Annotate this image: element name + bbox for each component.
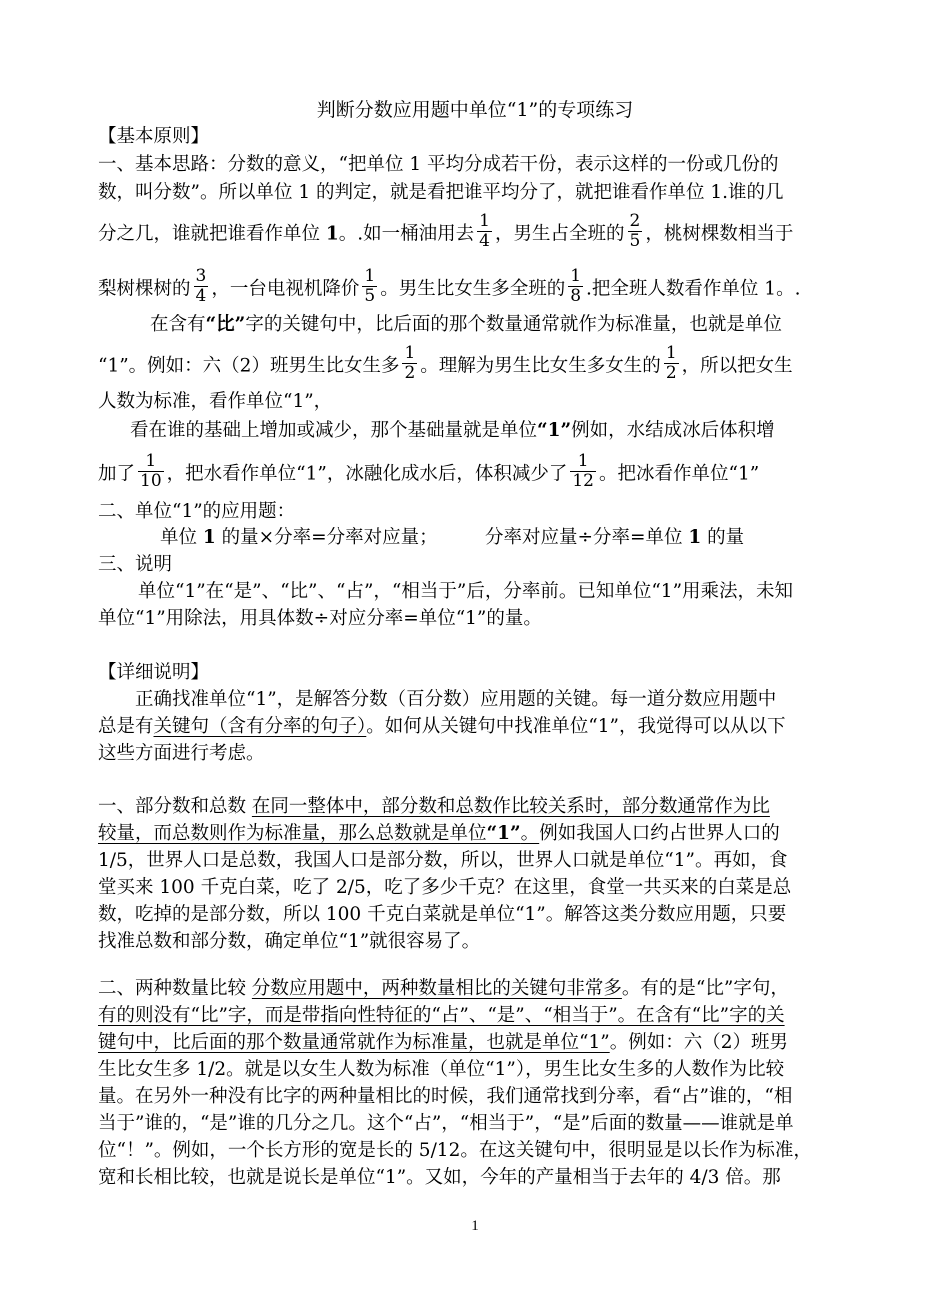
fraction-denominator: 5 <box>629 231 641 251</box>
para1-line1: 一、基本思路：分数的意义，“把单位 1 平均分成若干份，表示这样的一份或几份的 <box>98 154 779 175</box>
text-run: 单位 <box>160 527 203 548</box>
text-run: ，桃树棵数相当于 <box>645 223 794 245</box>
fraction-numerator: 1 <box>570 452 596 472</box>
para1-line2: 数，叫分数”。所以单位 1 的判定，就是看把谁平均分了，就把谁看作单位 1.谁的几 <box>98 182 784 203</box>
text-run: 一、部分数和总数 <box>98 796 252 817</box>
fraction-numerator: 1 <box>479 211 490 231</box>
text-run: 。例如：六（2）班男 <box>609 1032 788 1053</box>
section-heading-detailed: 【详细说明】 <box>98 662 210 683</box>
fraction-denominator: 12 <box>572 471 594 491</box>
text-run-bold: 1 <box>688 527 702 548</box>
formula-1 <box>160 525 438 551</box>
part2-line2: 有的则没有“比”字，而是带指向性特征的“占”、“是”、“相当于”。在含有“比”字的关 <box>98 1005 785 1026</box>
text-run: ，男生占全班的 <box>494 223 625 245</box>
fraction-denominator: 10 <box>140 471 162 491</box>
para2-line2 <box>98 343 793 386</box>
fraction-denominator: 2 <box>665 363 677 383</box>
page-number: 1 <box>471 1218 479 1234</box>
text-run: 。把冰看作单位“1” <box>599 463 760 485</box>
fraction-denominator: 2 <box>404 363 416 383</box>
para2-line3: 人数为标准，看作单位“1”， <box>98 391 333 412</box>
fraction-denominator: 5 <box>364 286 376 306</box>
text-run: ，把水看作单位“1”，冰融化成水后，体积减少了 <box>166 463 568 485</box>
fraction-numerator: 1 <box>665 343 677 363</box>
text-run: 在含有 <box>150 314 206 335</box>
part2-line8: 宽和长相比较，也就是说长是单位“1”。又如，今年的产量相当于去年的 4/3 倍。那 <box>98 1167 781 1188</box>
part2-line5: 量。在另外一种没有比字的两种量相比的时候，我们通常找到分率，看“占”谁的，“相 <box>98 1086 793 1107</box>
text-run: .把全班人数看作单位 1。. <box>586 278 801 300</box>
explain-line1: 单位“1”在“是”、“比”、“占”，“相当于”后，分率前。已知单位“1”用乘法，未知 <box>138 581 794 602</box>
part1-line4: 堂买来 100 千克白菜，吃了 2/5，吃了多少千克？在这里，食堂一共买来的白菜是总 <box>98 877 792 898</box>
fraction <box>362 267 377 306</box>
fraction <box>570 452 596 491</box>
fraction <box>138 452 164 491</box>
fraction <box>664 344 679 383</box>
part2-line3 <box>98 1030 788 1056</box>
text-run: “1”。例如：六（2）班男生比女生多 <box>98 355 400 377</box>
text-run-underlined: 键句中，比后面的那个数量通常就作为标准量，也就是单位“1” <box>98 1032 610 1053</box>
text-run-underlined: 分数应用题中，两种数量相比的关键句非常多 <box>251 978 622 999</box>
fraction-denominator: 8 <box>570 286 582 306</box>
text-run-underlined: 较量，而总数则作为标准量，那么总数就是单位 <box>98 823 487 844</box>
fraction <box>568 267 583 306</box>
part2-line4: 生比女生多 1/2。就是以女生人数为标准（单位“1”），男生比女生多的人数作为比较 <box>98 1059 785 1080</box>
text-run: 。有的是“比”字句， <box>621 978 789 999</box>
text-run: 分之几，谁就把谁看作单位 <box>98 223 326 245</box>
text-run-bold: “1” <box>486 823 521 844</box>
text-run: 。如何从关键句中找准单位“1”，我觉得可以从以下 <box>366 716 786 737</box>
text-run: 的量 <box>701 527 745 548</box>
text-run-bold: “比” <box>205 314 246 335</box>
text-run: 加了 <box>98 463 136 485</box>
detail-line2 <box>98 714 785 740</box>
text-run: 。理解为男生比女生多女生的 <box>420 355 661 377</box>
page-title: 判断分数应用题中单位“1”的专项练习 <box>316 99 634 121</box>
application-heading: 二、单位“1”的应用题： <box>98 501 296 522</box>
explain-heading: 三、说明 <box>98 554 173 575</box>
part1-line6: 找准总数和部分数，确定单位“1”就很容易了。 <box>98 931 481 952</box>
fraction-denominator: 4 <box>195 286 207 306</box>
fraction-numerator: 1 <box>138 452 164 472</box>
text-run-bold: “1” <box>537 420 572 441</box>
para1-line3 <box>98 211 794 254</box>
part1-line3: 1/5，世界人口是总数，我国人口是部分数，所以，世界人口就是单位“1”。再如，食 <box>98 850 788 871</box>
text-run: 。.如一桶油用去 <box>338 223 475 245</box>
text-run: 分率对应量÷分率=单位 <box>485 527 689 548</box>
explain-line2: 单位“1”用除法，用具体数÷对应分率=单位“1”的量。 <box>98 608 542 629</box>
para3-line2 <box>98 451 760 494</box>
text-run-underlined: 。 <box>520 823 540 844</box>
detail-line1: 正确找准单位“1”，是解答分数（百分数）应用题的关键。每一道分数应用题中 <box>135 689 777 710</box>
text-run: 。男生比女生多全班的 <box>380 278 566 300</box>
part2-line6: 当于”谁的，“是”谁的几分之几。这个“占”，“相当于”，“是”后面的数量——谁就是单 <box>98 1113 794 1134</box>
detail-line3: 这些方面进行考虑。 <box>98 743 265 764</box>
part1-line2 <box>98 821 780 847</box>
text-run-underlined: 关键句（含有分率的句子） <box>153 716 367 737</box>
text-run: 字的关键句中，比后面的那个数量通常就作为标准量，也就是单位 <box>245 314 782 335</box>
part2-line7: 位“！”。例如，一个长方形的宽是长的 5/12。在这关键句中，很明显是以长作为标准， <box>98 1140 812 1161</box>
text-run: 的量×分率=分率对应量； <box>215 527 438 548</box>
fraction-numerator: 1 <box>404 343 416 363</box>
text-run: 二、两种数量比较 <box>98 978 252 999</box>
fraction-numerator: 1 <box>570 266 582 286</box>
part1-line1 <box>98 794 770 820</box>
fraction-numerator: 3 <box>195 266 207 286</box>
para3-line1 <box>130 418 775 444</box>
text-run: 总是有 <box>98 716 154 737</box>
part1-line5: 数，吃掉的是部分数，所以 100 千克白菜就是单位“1”。解答这类分数应用题，只要 <box>98 904 787 925</box>
fraction <box>402 344 417 383</box>
fraction-numerator: 1 <box>364 266 376 286</box>
formula-2 <box>485 525 744 551</box>
text-run: ，一台电视机降价 <box>211 278 360 300</box>
fraction <box>477 212 492 251</box>
text-run-bold: 1 <box>325 223 339 245</box>
text-run: 例如我国人口约占世界人口的 <box>539 823 780 844</box>
part2-line1 <box>98 976 789 1002</box>
text-run: 看在谁的基础上增加或减少，那个基础量就是单位 <box>130 420 538 441</box>
section-heading-basic: 【基本原则】 <box>98 126 210 147</box>
text-run: ，所以把女生 <box>681 355 793 377</box>
text-run-underlined: 在同一整体中，部分数和总数作比较关系时，部分数通常作为比 <box>251 796 770 817</box>
fraction-numerator: 2 <box>629 211 641 231</box>
para1-line4 <box>98 266 801 309</box>
text-run: 例如，水结成冰后体积增 <box>571 420 775 441</box>
fraction <box>194 267 209 306</box>
fraction <box>628 212 643 251</box>
fraction-denominator: 4 <box>479 231 490 251</box>
text-run: 梨树棵树的 <box>98 278 191 300</box>
para2-line1 <box>150 312 782 338</box>
text-run-bold: 1 <box>202 527 216 548</box>
